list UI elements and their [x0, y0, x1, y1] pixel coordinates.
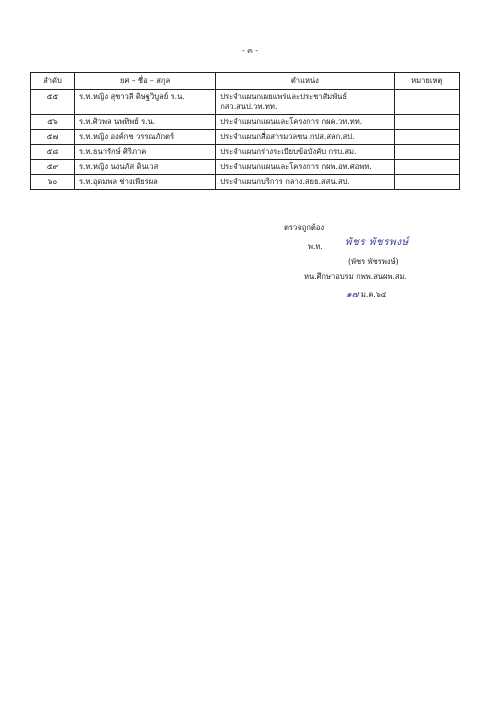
table-row [31, 130, 460, 145]
handwritten-signature: พัชร พัชรพงษ์ [345, 237, 409, 248]
row-position-line1: ประจำแผนกเผยแพร่และประชาสัมพันธ์ [220, 92, 347, 101]
row-position: ประจำแผนกแผนและโครงการ กผพ.อท.ศอพท. [216, 160, 394, 175]
row-position-line2: กสว.สนป.วท.ทท. [220, 102, 278, 111]
row-position: ประจำแผนกบริการ กลาง.สยธ.สสน.สป. [216, 175, 394, 190]
row-remark [394, 130, 459, 145]
row-name: ร.ท.หญิง องค์กช วรรณภักตร์ [74, 130, 215, 145]
page-number: - ๓ - [241, 46, 259, 55]
row-number: ๖๐ [31, 175, 75, 190]
row-position [216, 90, 394, 115]
row-remark [394, 90, 459, 115]
row-position: ประจำแผนกร่างระเบียบข้อบังคับ กรบ.สม. [216, 145, 394, 160]
row-name: ร.ท.หญิง นงนภัส ดินเวส [74, 160, 215, 175]
table-row [31, 175, 460, 190]
row-name: ร.ท.อุดมพล ช่างเพียรผล [74, 175, 215, 190]
certification-label: ตรวจถูกต้อง [284, 223, 325, 232]
table-row [31, 90, 460, 115]
date-day-handwritten: ๑๗ [346, 290, 359, 300]
row-number: ๕๙ [31, 160, 75, 175]
header-name: ยศ – ชื่อ – สกุล [74, 73, 215, 90]
row-name: ร.ท.ธนารักษ์ ศิริภาค [74, 145, 215, 160]
row-number: ๕๖ [31, 115, 75, 130]
row-remark [394, 175, 459, 190]
row-position: ประจำแผนกแผนและโครงการ กผค.วท.ทท. [216, 115, 394, 130]
table-row [31, 115, 460, 130]
row-name: ร.ท.หญิง สุชาวลี ดิษฐวิบูลย์ ร.น. [74, 90, 215, 115]
roster-table [30, 72, 460, 190]
table-header-row [31, 73, 460, 90]
row-position: ประจำแผนกสื่อสารมวลชน กปส.สลก.สป. [216, 130, 394, 145]
row-number: ๕๗ [31, 130, 75, 145]
certifier-unit: หน.ศึกษาอบรม กพพ.สนผพ.สม. [304, 272, 407, 281]
row-remark [394, 145, 459, 160]
certification-date [346, 287, 386, 301]
header-position: ตำแหน่ง [216, 73, 394, 90]
row-number: ๕๘ [31, 145, 75, 160]
row-remark [394, 160, 459, 175]
certifier-rank: พ.ท. [308, 242, 323, 251]
table-row [31, 145, 460, 160]
header-number: ลำดับ [31, 73, 75, 90]
table-row [31, 160, 460, 175]
header-remark: หมายเหตุ [394, 73, 459, 90]
certifier-printed-name: (พัชร พัชรพงษ์) [348, 257, 399, 266]
row-name: ร.ท.ศิวพล นพทิพย์ ร.น. [74, 115, 215, 130]
date-month-year: ม.ค.๖๔ [360, 290, 387, 299]
row-remark [394, 115, 459, 130]
row-number: ๕๕ [31, 90, 75, 115]
